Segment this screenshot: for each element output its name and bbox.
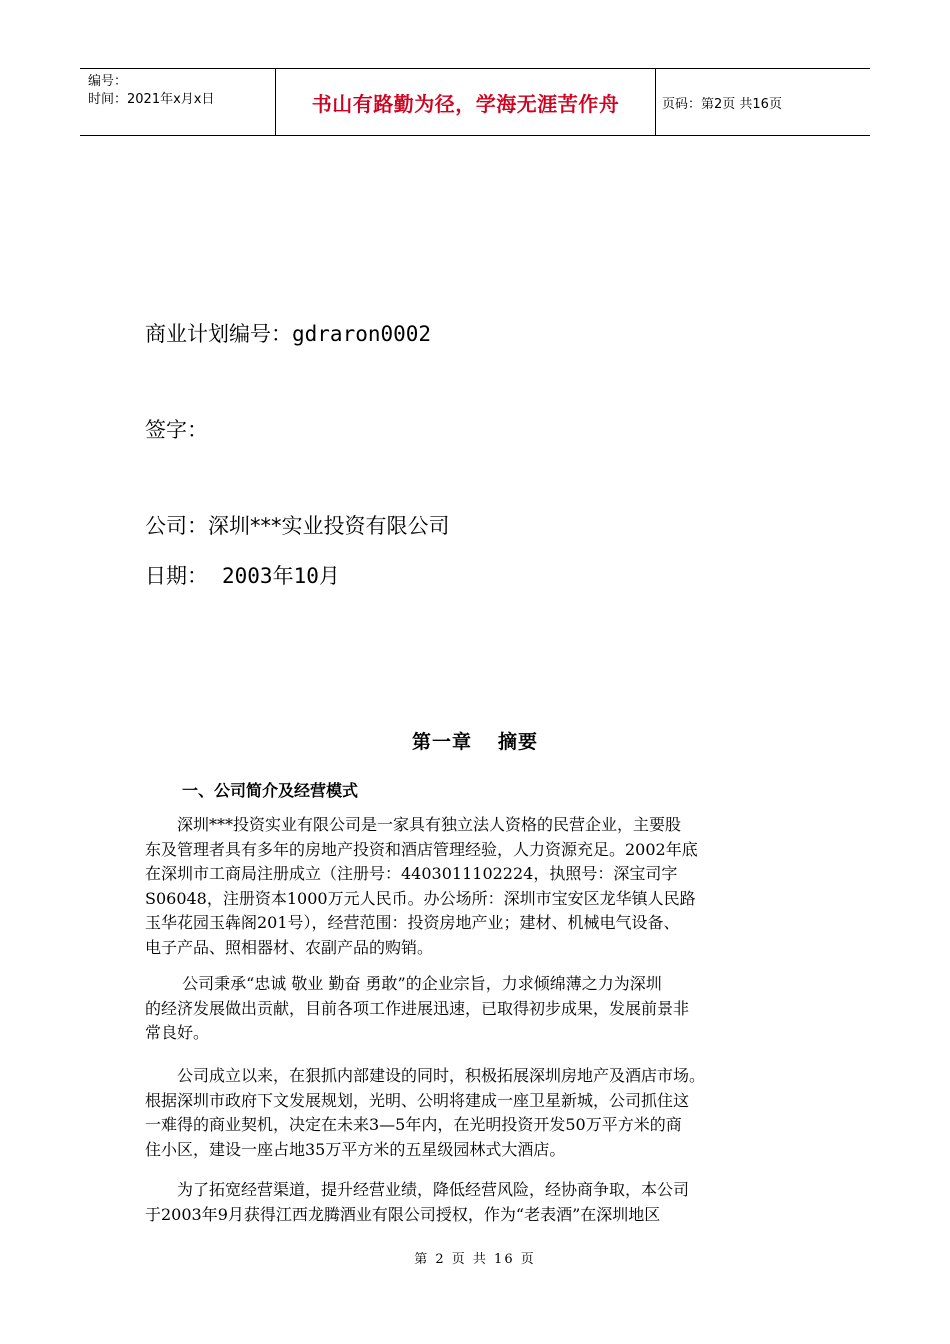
paragraph-line: 根据深圳市政府下文发展规划，光明、公明将建成一座卫星新城，公司抓住这 [145, 1090, 690, 1110]
plan-number-value: gdraron0002 [292, 322, 432, 346]
date-value: 2003年10月 [222, 564, 340, 588]
paragraph-development [145, 1064, 810, 1162]
paragraph-line: 东及管理者具有多年的房地产投资和酒店管理经验，人力资源充足。2002年底 [145, 839, 698, 859]
section-title: 一、公司简介及经营模式 [182, 781, 359, 800]
header-motto: 书山有路勤为径，学海无涯苦作舟 [276, 69, 656, 135]
paragraph-line: 为了拓宽经营渠道，提升经营业绩，降低经营风险，经协商争取，本公司 [145, 1180, 690, 1199]
company-line [145, 510, 450, 540]
page-footer: 第 2 页 共 16 页 [414, 1252, 536, 1267]
company-value: 深圳***实业投资有限公司 [208, 514, 450, 538]
header-page-info: 页码：第2页 共16页 [662, 96, 782, 112]
paragraph-line: S06048，注册资本1000万元人民币。办公场所：深圳市宝安区龙华镇人民路 [145, 888, 696, 908]
signature-label: 签字： [145, 418, 208, 442]
paragraph-line: 深圳***投资实业有限公司是一家具有独立法人资格的民营企业，主要股 [145, 815, 682, 834]
paragraph-line: 在深圳市工商局注册成立（注册号：4403011102224，执照号：深宝司字 [145, 864, 678, 883]
paragraph-line: 常良好。 [145, 1023, 210, 1042]
chapter-number: 第一章 [411, 731, 472, 753]
paragraph-line: 的经济发展做出贡献，目前各项工作进展迅速，已取得初步成果，发展前景非 [145, 998, 690, 1018]
date-label: 日期： [145, 564, 208, 588]
paragraph-line: 公司成立以来，在狠抓内部建设的同时，积极拓展深圳房地产及酒店市场。 [145, 1066, 706, 1085]
paragraph-line: 电子产品、照相器材、农副产品的购销。 [145, 937, 434, 957]
date-line [145, 560, 340, 590]
paragraph-line: 玉华花园玉犇阁201号），经营范围：投资房地产业；建材、机械电气设备、 [145, 913, 680, 932]
paragraph-line: 一难得的商业契机，决定在未来3—5年内，在光明投资开发50万平方米的商 [145, 1115, 682, 1134]
paragraph-company-mission [145, 972, 810, 1046]
header-date: 时间：2021年x月x日 [88, 92, 215, 107]
chapter-heading [0, 727, 950, 754]
paragraph-company-intro [145, 813, 810, 960]
plan-number-label: 商业计划编号： [145, 322, 292, 346]
paragraph-line: 于2003年9月获得江西龙腾酒业有限公司授权，作为“老表酒”在深圳地区 [145, 1204, 661, 1224]
company-label: 公司： [145, 514, 208, 538]
paragraph-distribution [145, 1178, 810, 1227]
paragraph-line: 住小区，建设一座占地35万平方米的五星级园林式大酒店。 [145, 1139, 566, 1159]
header-meta [80, 69, 276, 135]
signature-line [145, 414, 208, 444]
chapter-title: 摘要 [498, 731, 539, 753]
header-number-label: 编号： [88, 74, 128, 89]
paragraph-line: 公司秉承“忠诚 敬业 勤奋 勇敢”的企业宗旨，力求倾绵薄之力为深圳 [145, 974, 662, 993]
plan-number-line [145, 318, 431, 348]
page-header [80, 68, 870, 136]
